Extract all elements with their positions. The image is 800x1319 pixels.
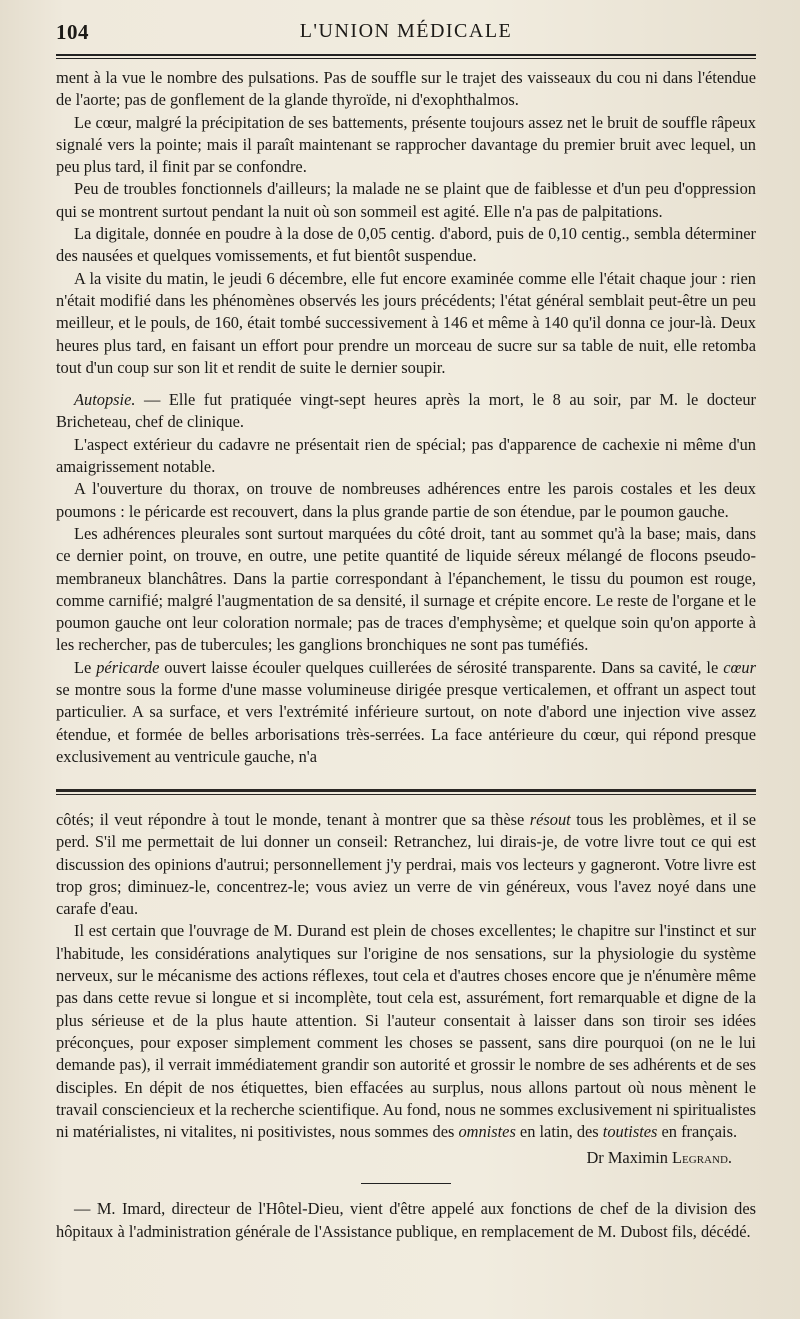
signature-prefix: Dr Maximin xyxy=(586,1148,673,1168)
article-paragraph: Peu de troubles fonctionnels d'ailleurs; la malade ne se plaint que de faiblesse et d'un peu d'oppression qui se montrent surtout pendant la nuit où son sommeil est agité. Elle n'a pas de palpitations. xyxy=(56,179,756,221)
italic-term: cœur xyxy=(723,657,756,677)
page-header xyxy=(56,18,756,48)
feuilleton-body xyxy=(56,809,756,1169)
article-paragraph: La digitale, donnée en poudre à la dose de 0,05 centig. d'abord, puis de 0,10 centig., sembla déterminer des nausées et quelques vomissements, et fut bientôt suspendue. xyxy=(56,224,756,266)
autopsy-heading: Autopsie. xyxy=(74,390,136,410)
news-note xyxy=(56,1198,756,1243)
text-run: en français. xyxy=(657,1122,738,1142)
text-run: ouvert laisse écouler quelques cuillerées de sérosité transparente. Dans sa cavité, le xyxy=(159,657,724,677)
feuilleton-paragraph xyxy=(56,920,756,1143)
text-run: Il est certain que l'ouvrage de M. Durand est plein de choses excellentes; le chapitre sur l'instinct et sur l'habitude, les considérations analytiques sur l'origine de nos sensations, sur la physiologie du système nerveux, sur le mécanisme des actions réflexes, tout cela et d'autres choses encore que je n'énumère même pas dans cette revue si longue et si incomplète, tout cela est, assurément, fort remarquable et digne de la plus sérieuse et de la plus haute attention. Si l'auteur consentait à laisser dans son tiroir ses idées préconçues, pour exposer simplement comment les choses se passent, sans dire pourquoi (on ne le lui demande pas), il verrait immédiatement grandir son autorité et grossir le nombre de ses adhérents et de ses disciples. En dépit de nos étiquettes, bien effacées au surplus, nous allons partout où nous mènent le travail consciencieux et la recherche scientifique. Au fond, nous ne sommes exclusivement ni spiritualistes ni matérialistes, ni vitalites, ni positivistes, nous sommes des xyxy=(56,921,756,1142)
text-run: côtés; il veut répondre à tout le monde, tenant à montrer que sa thèse xyxy=(56,810,530,829)
news-note-text: — M. Imard, directeur de l'Hôtel-Dieu, vient d'être appelé aux fonctions de chef de la division des hôpitaux à l'administration générale de l'Assistance publique, en remplacement de M. Dubost fils, décédé. xyxy=(56,1199,756,1241)
article-body xyxy=(56,67,756,789)
italic-term: résout xyxy=(529,810,571,829)
text-run: tous les problèmes, et il se perd. S'il me permettait de lui donner un conseil: Retranchez, lui dirais-je, de votre livre tout ce qui est discussion des opinions d'autrui; personnellement j'y perdrai, mais vos lecteurs y gagneront. Votre livre est trop gros; diminuez-le, concentrez-le; vous aviez un verre de vin généreux, vous l'avez noyé dans une carafe d'eau. xyxy=(56,810,756,919)
article-paragraph: A l'ouverture du thorax, on trouve de nombreuses adhérences entre les parois costales et les deux poumons : le péricarde est recouvert, dans la plus grande partie de son étendue, par le poumon gauche. xyxy=(56,479,756,521)
page-number: 104 xyxy=(56,20,89,44)
article-paragraph: Le cœur, malgré la précipitation de ses battements, présente toujours assez net le bruit de souffle râpeux signalé vers la pointe; mais il paraît maintenant se rapprocher davantage du premier bruit avec lequel, un peu plus tard, il finit par se confondre. xyxy=(56,112,756,177)
header-rule xyxy=(56,54,756,59)
italic-term: péricarde xyxy=(96,657,160,677)
autopsy-paragraph xyxy=(56,389,756,434)
article-paragraph: A la visite du matin, le jeudi 6 décembre, elle fut encore examinée comme elle l'était chaque jour : rien n'était modifié dans les phénomènes observés les jours précédents; l'état général semblait peut-être un peu meilleur, et le pouls, de 160, était tombé successivement à 146 et même à 140 qu'il donna ce jour-là. Deux heures plus tard, en faisant un effort pour prendre un morceau de sucre sur sa table de nuit, elle retomba tout d'un coup sur son lit et rendit de suite le dernier soupir. xyxy=(56,268,756,377)
article-paragraph xyxy=(56,657,756,768)
text-run: se montre sous la forme d'une masse volumineuse dirigée presque verticalemen, et offrant un aspect tout particulier. A sa surface, et vers l'extrémité inférieure surtout, on note d'abord une injection vive assez étendue, et formée de belles arborisations très-serrées. La face antérieure du cœur, qui répond presque exclusivement au ventricule gauche, n'a xyxy=(56,680,756,766)
article-paragraph: L'aspect extérieur du cadavre ne présentait rien de spécial; pas d'apparence de cachexie ni même d'un amaigrissement notable. xyxy=(56,434,756,477)
signature xyxy=(56,1147,756,1169)
journal-title: L'UNION MÉDICALE xyxy=(299,20,513,42)
italic-term: omnistes xyxy=(458,1122,516,1142)
autopsy-text: — Elle fut pratiquée vingt-sept heures après la mort, le 8 au soir, par M. le docteur Bricheteau, chef de clinique. xyxy=(56,390,756,432)
signature-name: Legrand. xyxy=(672,1148,732,1168)
italic-term: toutistes xyxy=(602,1122,658,1142)
text-run: Le xyxy=(74,657,97,677)
feuilleton-divider xyxy=(56,789,756,795)
text-run: en latin, des xyxy=(515,1122,603,1142)
feuilleton-paragraph xyxy=(56,809,756,920)
article-paragraph: ment à la vue le nombre des pulsations. Pas de souffle sur le trajet des vaisseaux du cou ni dans l'étendue de l'aorte; pas de gonflement de la glande thyroïde, ni d'exophthalmos. xyxy=(56,68,756,110)
section-rule xyxy=(361,1183,451,1184)
article-paragraph: Les adhérences pleurales sont surtout marquées du côté droit, tant au sommet qu'à la base; mais, dans ce dernier point, on trouve, en outre, une petite quantité de liquide séreux mélangé de flocons pseudo-membraneux blanchâtres. Dans la partie correspondant à l'épanchement, le tissu du poumon est rouge, comme carnifié; malgré l'augmentation de sa densité, il surnage et crépite encore. Le reste de l'organe et le poumon gauche ont leur coloration normale; pas de traces d'emphysème; et quelque soin qu'on apporte à les rechercher, pas de tubercules; les ganglions bronchiques ne sont pas tuméfiés. xyxy=(56,523,756,655)
